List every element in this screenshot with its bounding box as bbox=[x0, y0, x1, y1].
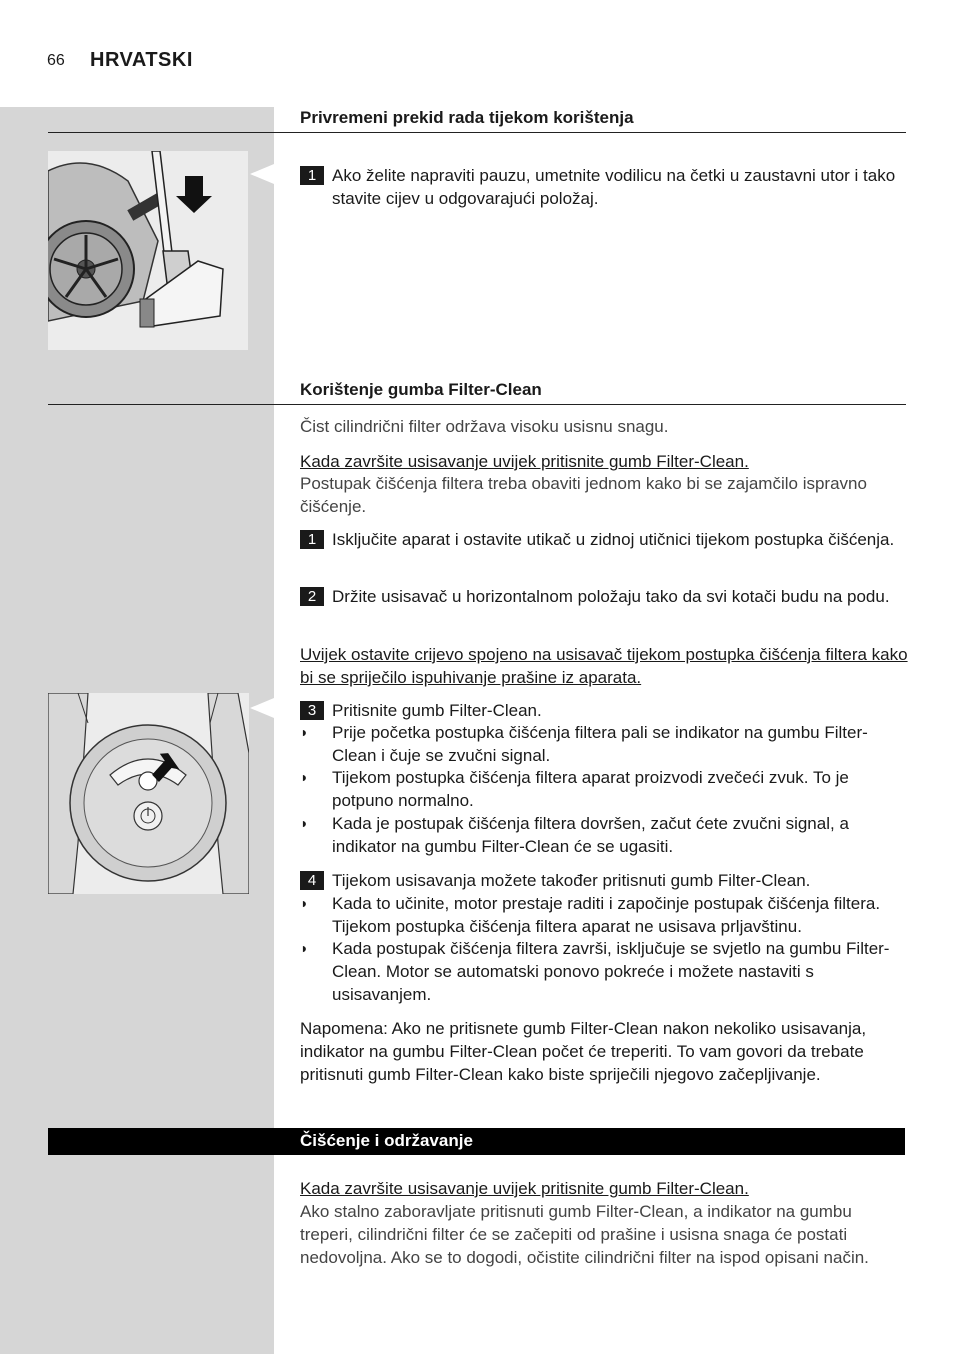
callout-pointer bbox=[250, 164, 274, 184]
filter-note: Napomena: Ako ne pritisnete gumb Filter-Clean nakon nekoliko usisavanja, indikator na gumbu Filter-Clean počet će treperiti. To vam govori da trebate pritisnuti gumb Filter-Clean kako biste spriječili njegovo začepljivanje. bbox=[300, 1019, 867, 1084]
cleaning-warning: Kada završite usisavanje uvijek pritisnite gumb Filter-Clean. bbox=[300, 1179, 749, 1198]
pause-step-1 bbox=[300, 164, 908, 210]
filter-step-3 bbox=[300, 699, 908, 722]
cleaning-text: Ako stalno zaboravljate pritisnuti gumb Filter-Clean, a indikator na gumbu treperi, cilindrični filter će se začepiti od prašine i usisna snaga će postati nedovoljna. Ako se to dogodi, očistite cilindrični filter na ispod opisani način. bbox=[300, 1202, 869, 1267]
bullet-marker-icon: ◗ bbox=[300, 769, 309, 785]
filter-step-2 bbox=[300, 585, 908, 608]
step-text: Ako želite napraviti pauzu, umetnite vodilicu na četki u zaustavni utor i tako stavite cijev u odgovarajući položaj. bbox=[332, 166, 896, 208]
section-title-filter-clean: Korištenje gumba Filter-Clean bbox=[300, 380, 542, 399]
section-banner-cleaning bbox=[48, 1128, 905, 1155]
filter-step-4 bbox=[300, 869, 908, 892]
callout-pointer bbox=[250, 698, 274, 718]
step-number: 2 bbox=[300, 587, 324, 606]
filter-step-1 bbox=[300, 528, 908, 551]
hose-warning: Uvijek ostavite crijevo spojeno na usisavač tijekom postupka čišćenja filtera kako bi se spriječilo ispuhivanje prašine iz aparata. bbox=[300, 645, 908, 687]
step3-bullet: ◗ Tijekom postupka čišćenja filtera aparat proizvodi zvečeći zvuk. To je potpuno normalno. bbox=[300, 768, 849, 810]
step-number: 3 bbox=[300, 701, 324, 720]
step-text: Isključite aparat i ostavite utikač u zidnoj utičnici tijekom postupka čišćenja. bbox=[332, 530, 895, 549]
bullet-marker-icon: ◗ bbox=[300, 940, 309, 956]
bullet-marker-icon: ◗ bbox=[300, 895, 309, 911]
step-number: 1 bbox=[300, 166, 324, 185]
section-title-pause: Privremeni prekid rada tijekom korištenja bbox=[300, 108, 634, 127]
step4-bullet: ◗ Kada to učinite, motor prestaje raditi i započinje postupak čišćenja filtera. Tijekom postupka čišćenja filtera aparat ne usisava prljavštinu. bbox=[300, 894, 881, 936]
filter-intro: Čist cilindrični filter održava visoku usisnu snagu. bbox=[300, 417, 669, 436]
step-text: Tijekom usisavanja možete također pritisnuti gumb Filter-Clean. bbox=[332, 871, 811, 890]
page-number: 66 bbox=[47, 52, 65, 69]
step-number: 4 bbox=[300, 871, 324, 890]
bullet-marker-icon: ◗ bbox=[300, 815, 309, 831]
section-title-cleaning: Čišćenje i održavanje bbox=[300, 1131, 473, 1150]
section-rule bbox=[48, 404, 906, 405]
filter-warning: Kada završite usisavanje uvijek pritisnite gumb Filter-Clean. bbox=[300, 452, 749, 471]
step-number: 1 bbox=[300, 530, 324, 549]
language-heading: HRVATSKI bbox=[90, 49, 193, 71]
illustration-vacuum-parking bbox=[48, 151, 248, 350]
step3-bullet: ◗ Kada je postupak čišćenja filtera dovršen, začut ćete zvučni signal, a indikator na gumbu Filter-Clean će se ugasiti. bbox=[300, 814, 849, 856]
step3-bullet: ◗ Prije početka postupka čišćenja filtera pali se indikator na gumbu Filter-Clean i čuje se zvučni signal. bbox=[300, 723, 868, 765]
section-rule bbox=[48, 132, 906, 133]
filter-warning-note: Postupak čišćenja filtera treba obaviti jednom kako bi se zajamčilo ispravno čišćenje. bbox=[300, 474, 867, 516]
step4-bullet: ◗ Kada postupak čišćenja filtera završi, isključuje se svjetlo na gumbu Filter-Clean. Motor se automatski ponovo pokreće i možete nastaviti s usisavanjem. bbox=[300, 939, 890, 1004]
step-text: Držite usisavač u horizontalnom položaju tako da svi kotači budu na podu. bbox=[332, 587, 890, 606]
illustration-filter-clean-button bbox=[48, 693, 249, 894]
bullet-marker-icon: ◗ bbox=[300, 724, 309, 740]
vacuum-parking-drawing bbox=[48, 151, 248, 350]
filter-clean-drawing bbox=[48, 693, 249, 894]
step-text: Pritisnite gumb Filter-Clean. bbox=[332, 701, 542, 720]
